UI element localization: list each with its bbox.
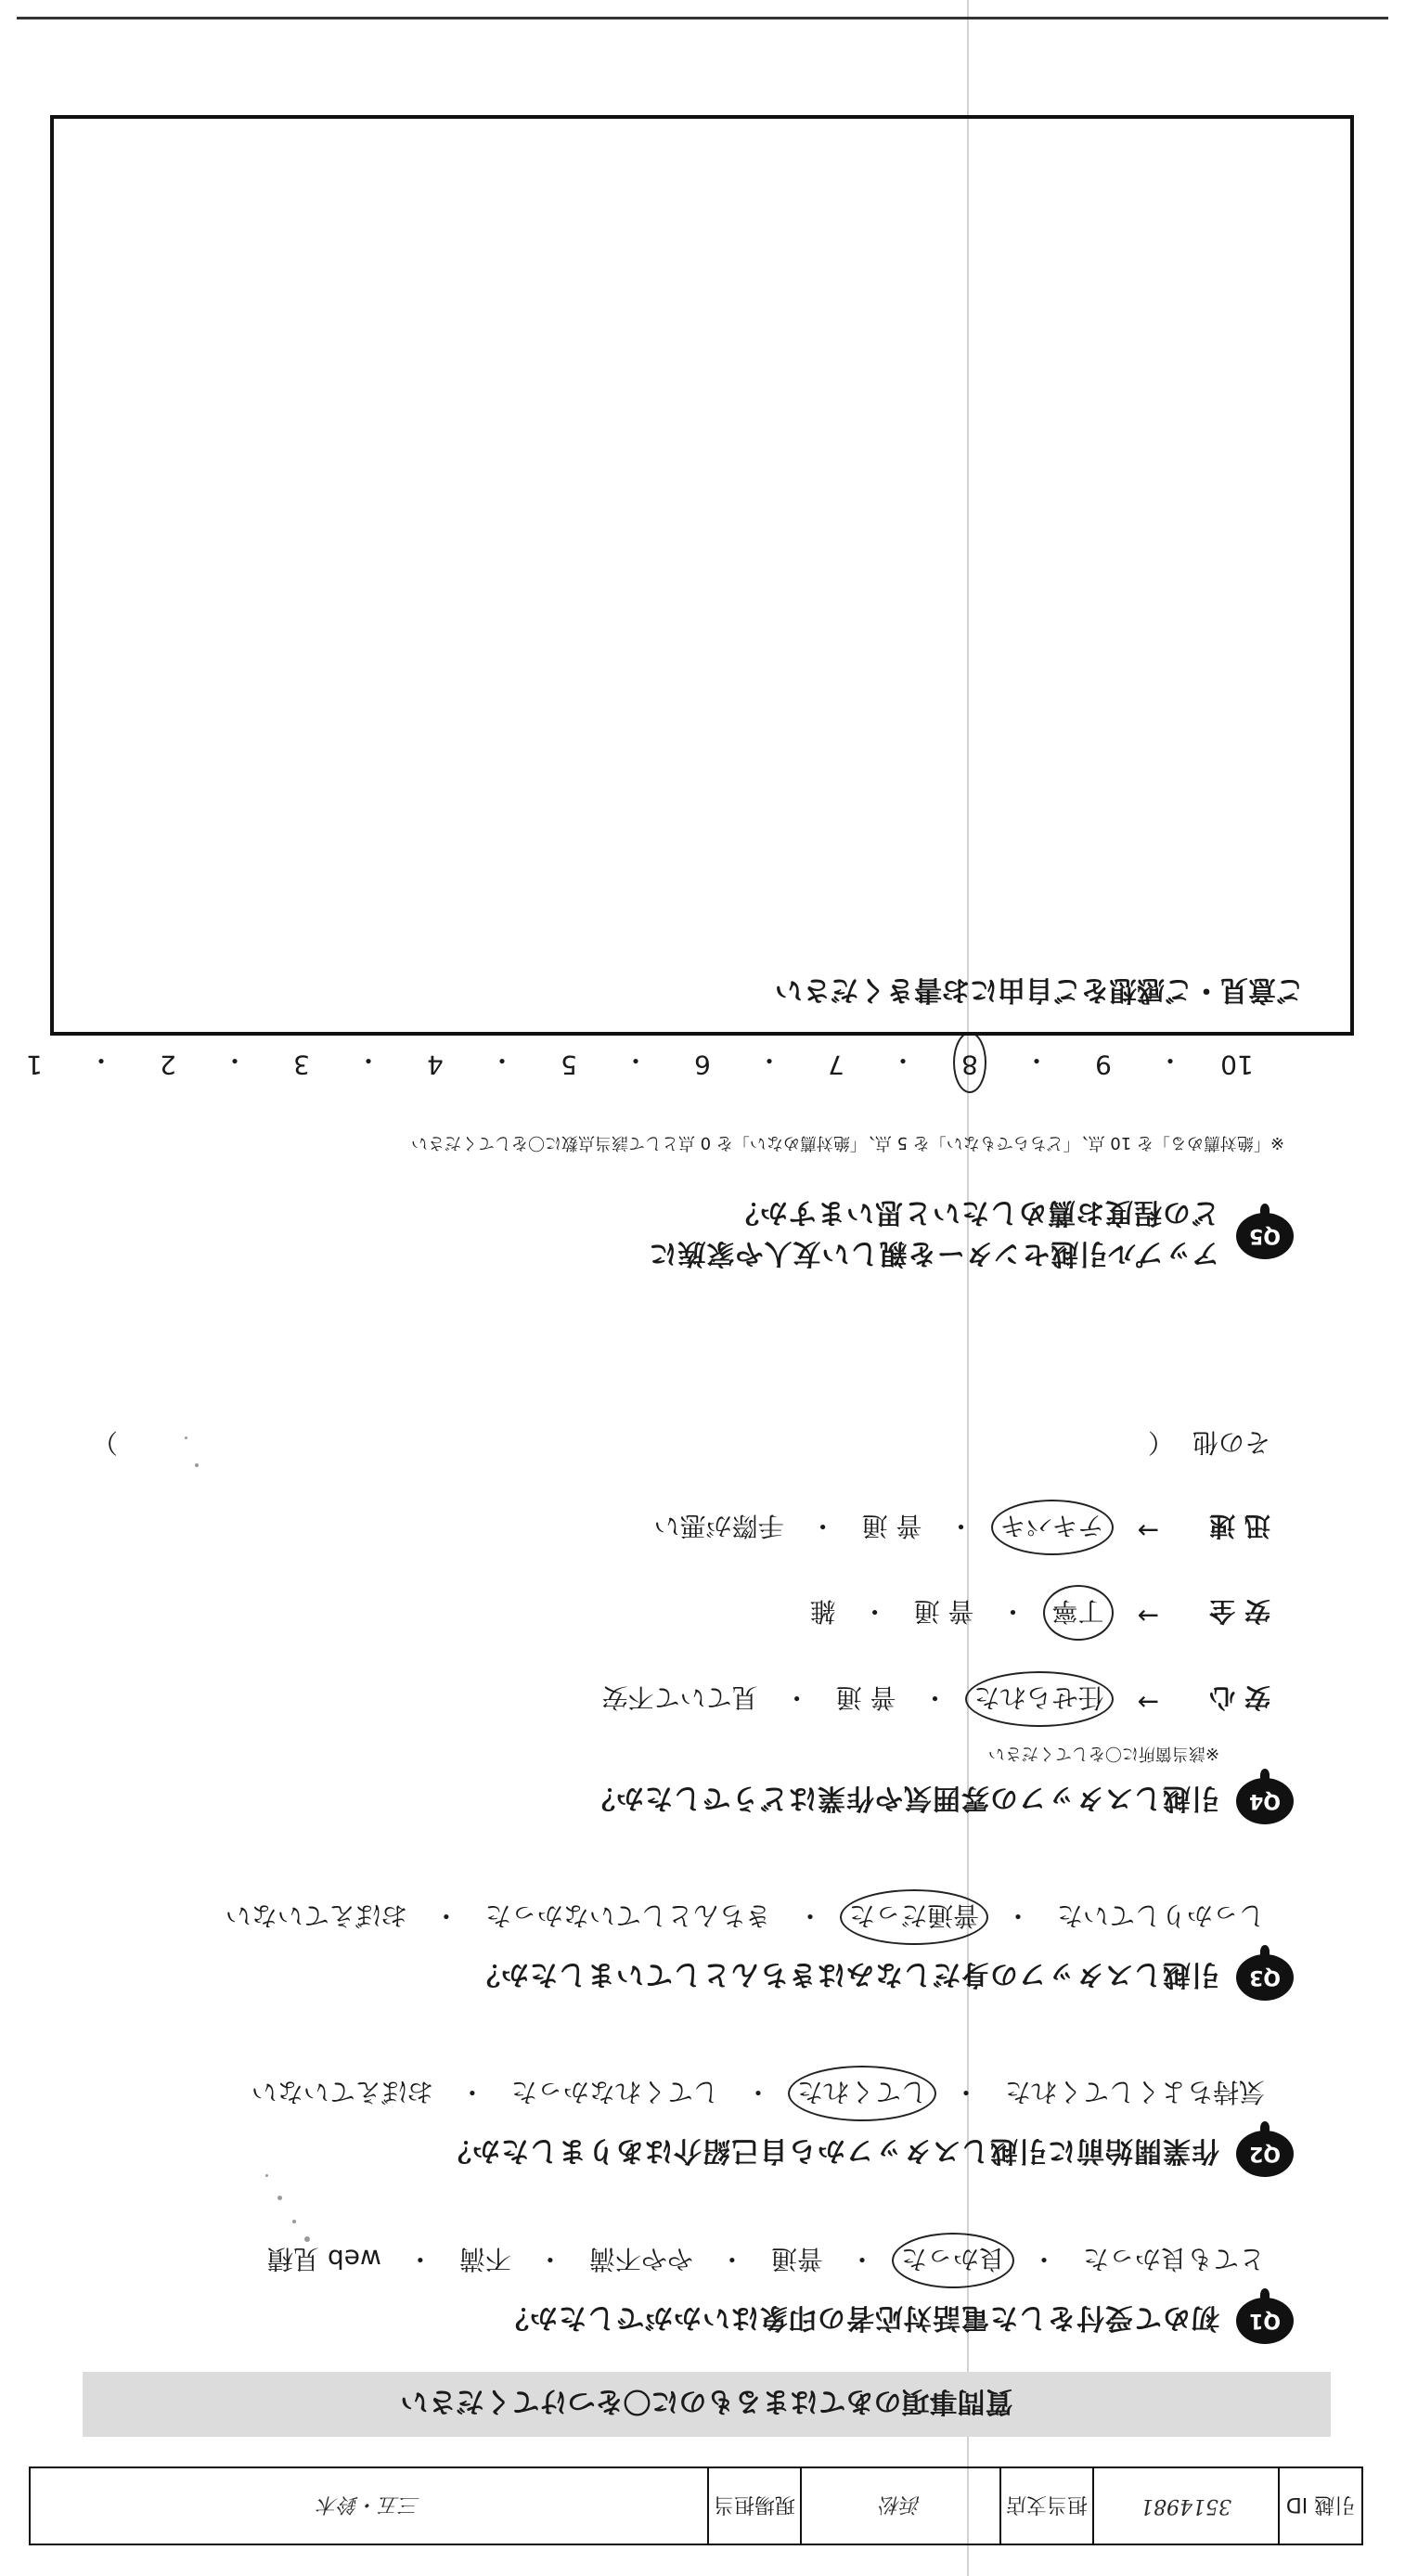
- arrow-right-icon: →: [1137, 1687, 1159, 1718]
- id-table: [29, 2467, 1363, 2545]
- q5-badge: Q5: [1236, 1213, 1294, 1259]
- q4-row-label: 安 心: [1209, 1682, 1270, 1713]
- q3-badge: Q3: [1236, 1954, 1294, 2001]
- q2-badge: Q2: [1236, 2131, 1294, 2177]
- scan-speck: [304, 2236, 310, 2242]
- q4-other-label: その他: [1192, 1427, 1270, 1458]
- scale-separator: ・: [756, 1045, 783, 1075]
- q1-title: [500, 2298, 1294, 2344]
- scale-separator: ・: [489, 1045, 516, 1075]
- scale-separator: ・: [623, 1045, 650, 1075]
- q2-options: 気持ちよくしてくれた ・ してくれた ・ してくれなかった ・ おぼえていない: [246, 2075, 1270, 2112]
- scale-separator: ・: [1157, 1045, 1184, 1075]
- scan-speck: [292, 2220, 296, 2223]
- scale-option[interactable]: 6: [694, 1050, 711, 1080]
- scan-speck: [277, 2196, 282, 2200]
- scale-separator: ・: [355, 1045, 382, 1075]
- q1-option[interactable]: web 見積: [267, 2244, 381, 2274]
- instruction-header: 質問事項のあてはまるものに〇をつけてください: [83, 2372, 1331, 2437]
- q4-option[interactable]: 見ていて不安: [601, 1682, 758, 1713]
- scale-separator: ・: [890, 1045, 917, 1075]
- q3-title: [471, 1954, 1294, 2001]
- scale-option[interactable]: 4: [427, 1050, 444, 1080]
- scale-option-selected[interactable]: 8: [936, 1043, 1003, 1080]
- q2-option[interactable]: おぼえていない: [251, 2077, 433, 2107]
- scale-option[interactable]: 10: [1220, 1050, 1254, 1080]
- q4-note: ※該当箇所に〇をしてください: [987, 1744, 1219, 1763]
- arrow-right-icon: →: [1137, 1515, 1159, 1546]
- q1-badge: Q1: [1236, 2298, 1294, 2344]
- comment-title: ご意見・ご感想をご自由にお書きください: [775, 973, 1304, 1006]
- q3-option-selected[interactable]: 普通だった: [844, 1899, 985, 1936]
- scan-speck: [265, 2174, 268, 2177]
- q1-option[interactable]: とても良かった: [1082, 2244, 1265, 2274]
- q1-option[interactable]: やや不満: [588, 2244, 693, 2274]
- scale-option[interactable]: 1: [26, 1050, 43, 1080]
- q4-other-open: （: [1147, 1427, 1174, 1458]
- q4-question: 引越しスタッフの雰囲気や作業はどうでしたか？: [586, 1782, 1219, 1814]
- q4-option[interactable]: 雑: [809, 1596, 836, 1627]
- leader-value: 三五・鈴木: [317, 2492, 420, 2516]
- q4-row-label: 迅 速: [1209, 1511, 1270, 1541]
- scale-option[interactable]: 7: [828, 1050, 844, 1080]
- scale-separator: ・: [88, 1045, 115, 1075]
- q5-question: [649, 1195, 1220, 1277]
- q4-row-jinsoku: 迅 速 → テキパキ ・ 普 通 ・ 手際が悪い: [649, 1509, 1270, 1546]
- q4-option[interactable]: 普 通: [913, 1596, 974, 1627]
- q3-option[interactable]: おぼえていない: [225, 1900, 407, 1931]
- q4-option[interactable]: 普 通: [835, 1682, 896, 1713]
- comment-box[interactable]: [50, 115, 1354, 1036]
- scale-option[interactable]: 9: [1095, 1050, 1112, 1080]
- q2-question: 作業開始前に引越しスタッフから自己紹介はありましたか？: [443, 2134, 1219, 2167]
- q4-row-anshin: 安 心 → 任せられた ・ 普 通 ・ 見ていて不安: [597, 1681, 1270, 1718]
- q1-option-selected[interactable]: 良かった: [896, 2242, 1011, 2279]
- scale-option[interactable]: 5: [561, 1050, 577, 1080]
- q1-question: 初めて受付をした電話対応者の印象はいかがでしたか？: [500, 2301, 1219, 2334]
- scale-option[interactable]: 2: [160, 1050, 176, 1080]
- q3-options: しっかりしていた ・ 普通だった ・ きちんとしていなかった ・ おぼえていない: [220, 1899, 1270, 1936]
- q4-option-selected[interactable]: 任せられた: [969, 1681, 1110, 1718]
- q1-option[interactable]: 不満: [458, 2244, 511, 2274]
- q2-option-selected[interactable]: してくれた: [792, 2075, 933, 2112]
- q3-option[interactable]: きちんとしていなかった: [484, 1900, 771, 1931]
- q4-other-close: ）: [92, 1427, 119, 1458]
- arrow-right-icon: →: [1137, 1601, 1159, 1631]
- q4-option-selected[interactable]: テキパキ: [995, 1509, 1110, 1546]
- q5-question-line1: アップル引越センターを親しい友人や家族に: [648, 1237, 1219, 1269]
- scale-separator: ・: [1024, 1045, 1051, 1075]
- q4-badge: Q4: [1236, 1778, 1294, 1824]
- leader-label: 現場担当: [707, 2468, 800, 2544]
- q2-option[interactable]: してくれなかった: [510, 2077, 719, 2107]
- q1-option[interactable]: 普通: [770, 2244, 823, 2274]
- branch-value: 浜松: [800, 2468, 999, 2544]
- scale-option[interactable]: 3: [293, 1050, 310, 1080]
- scan-speck: [185, 1436, 187, 1439]
- q4-title: [586, 1778, 1294, 1824]
- scale-separator: ・: [222, 1045, 249, 1075]
- q4-row-label: 安 全: [1209, 1596, 1270, 1627]
- q2-option[interactable]: 気持ちよくしてくれた: [1004, 2077, 1265, 2107]
- q4-option-selected[interactable]: 丁寧: [1047, 1594, 1110, 1631]
- scan-speck: [195, 1463, 199, 1467]
- q5-title: [649, 1195, 1295, 1277]
- scan-edge: [17, 17, 1388, 19]
- q4-option[interactable]: 普 通: [861, 1511, 922, 1541]
- q1-options: とても良かった ・ 良かった ・ 普通 ・ やや不満 ・ 不満 ・ web 見積: [262, 2242, 1270, 2279]
- q4-row-anzen: 安 全 → 丁寧 ・ 普 通 ・ 雑: [805, 1594, 1270, 1631]
- q2-title: [443, 2131, 1294, 2177]
- branch-label: 担当支店: [999, 2468, 1092, 2544]
- q4-option[interactable]: 手際が悪い: [653, 1511, 784, 1541]
- q4-other-row: [92, 1425, 1270, 1462]
- q3-option[interactable]: しっかりしていた: [1056, 1900, 1265, 1931]
- q5-question-line2: どの程度お薦めしたいと思いますか？: [730, 1196, 1219, 1229]
- q3-question: 引越しスタッフの身だしなみはきちんとしていましたか？: [471, 1958, 1219, 1990]
- comment-text[interactable]: [100, 156, 1304, 958]
- id-label: 引越 ID: [1278, 2468, 1361, 2544]
- q4-other-field[interactable]: [118, 1425, 1148, 1462]
- id-value: 3514981: [1092, 2468, 1278, 2544]
- scale-separator: [0, 1043, 1, 1080]
- q5-note: ※「絶対薦める」を 10 点、「どちらでもない」を 5 点、「絶対薦めない」を 0 点として該当点数に〇をしてください: [410, 1133, 1284, 1153]
- recommend-scale: [0, 1043, 1270, 1080]
